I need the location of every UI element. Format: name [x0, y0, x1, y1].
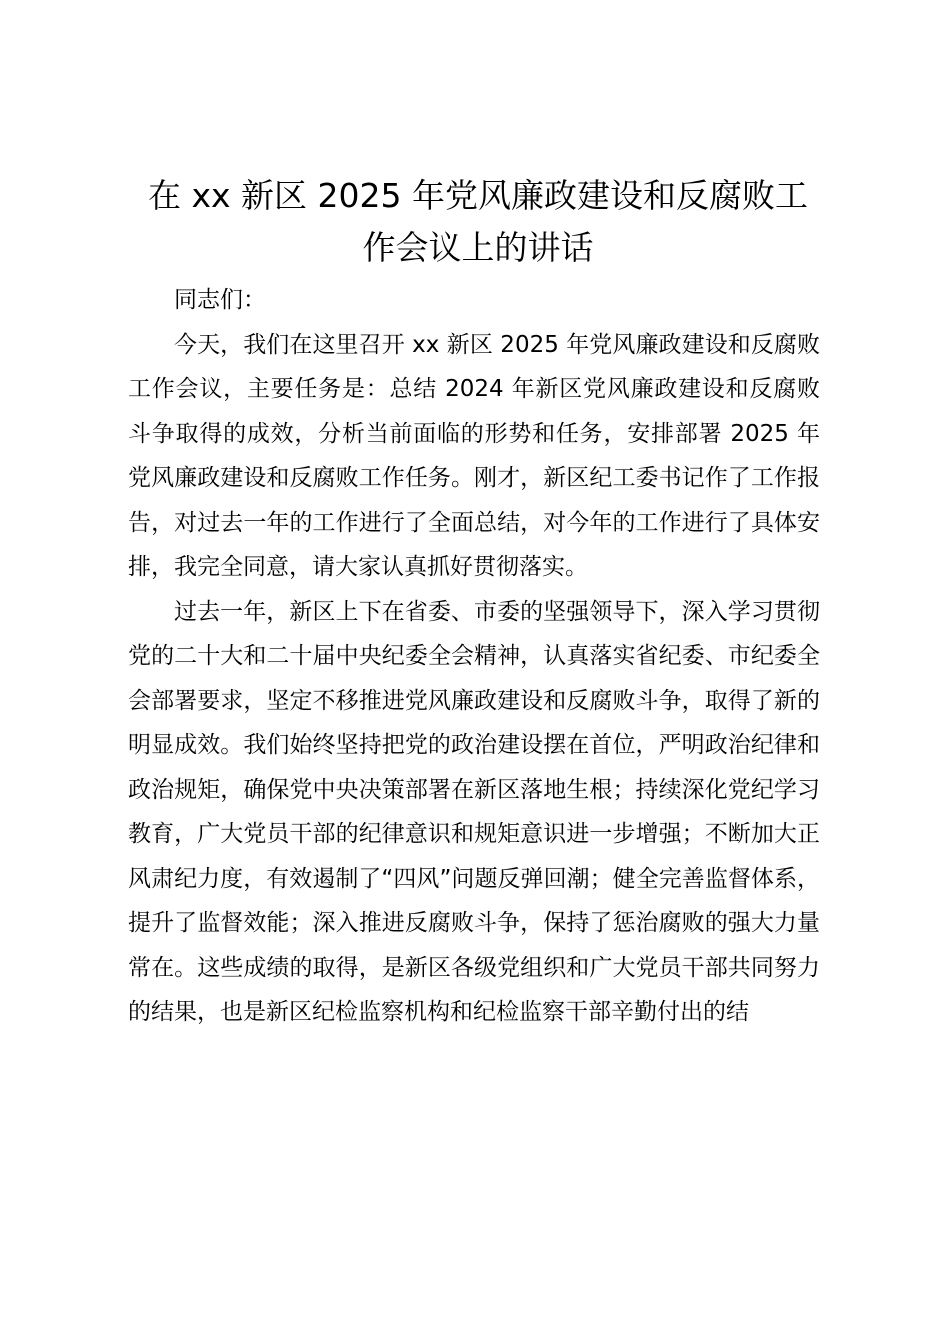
document-body — [128, 278, 820, 1035]
paragraph-2: 过去一年，新区上下在省委、市委的坚强领导下，深入学习贯彻党的二十大和二十届中央纪委全会精神，认真落实省纪委、市纪委全会部署要求，坚定不移推进党风廉政建设和反腐败斗争，取得了新的明显成效。我们始终坚持把党的政治建设摆在首位，严明政治纪律和政治规矩，确保党中央决策部署在新区落地生根；持续深化党纪学习教育，广大党员干部的纪律意识和规矩意识进一步增强；不断加大正风肃纪力度，有效遏制了“四风”问题反弹回潮；健全完善监督体系，提升了监督效能；深入推进反腐败斗争，保持了惩治腐败的强大力量常在。这些成绩的取得，是新区各级党组织和广大党员干部共同努力的结果，也是新区纪检监察机构和纪检监察干部辛勤付出的结 — [128, 598, 820, 1025]
paragraph-1: 今天，我们在这里召开 xx 新区 2025 年党风廉政建设和反腐败工作会议，主要任务是：总结 2024 年新区党风廉政建设和反腐败斗争取得的成效，分析当前面临的形势和任务，安排部署 2025 年党风廉政建设和反腐败工作任务。刚才，新区纪工委书记作了工作报告，对过去一年的工作进行了全面总结，对今年的工作进行了具体安排，我完全同意，请大家认真抓好贯彻落实。 — [128, 331, 820, 580]
title-line-2: 作会议上的讲话 — [362, 228, 594, 267]
title-line-1: 在 xx 新区 2025 年党风廉政建设和反腐败工 — [148, 176, 808, 215]
document-title — [128, 170, 828, 274]
salutation: 同志们： — [174, 287, 266, 313]
